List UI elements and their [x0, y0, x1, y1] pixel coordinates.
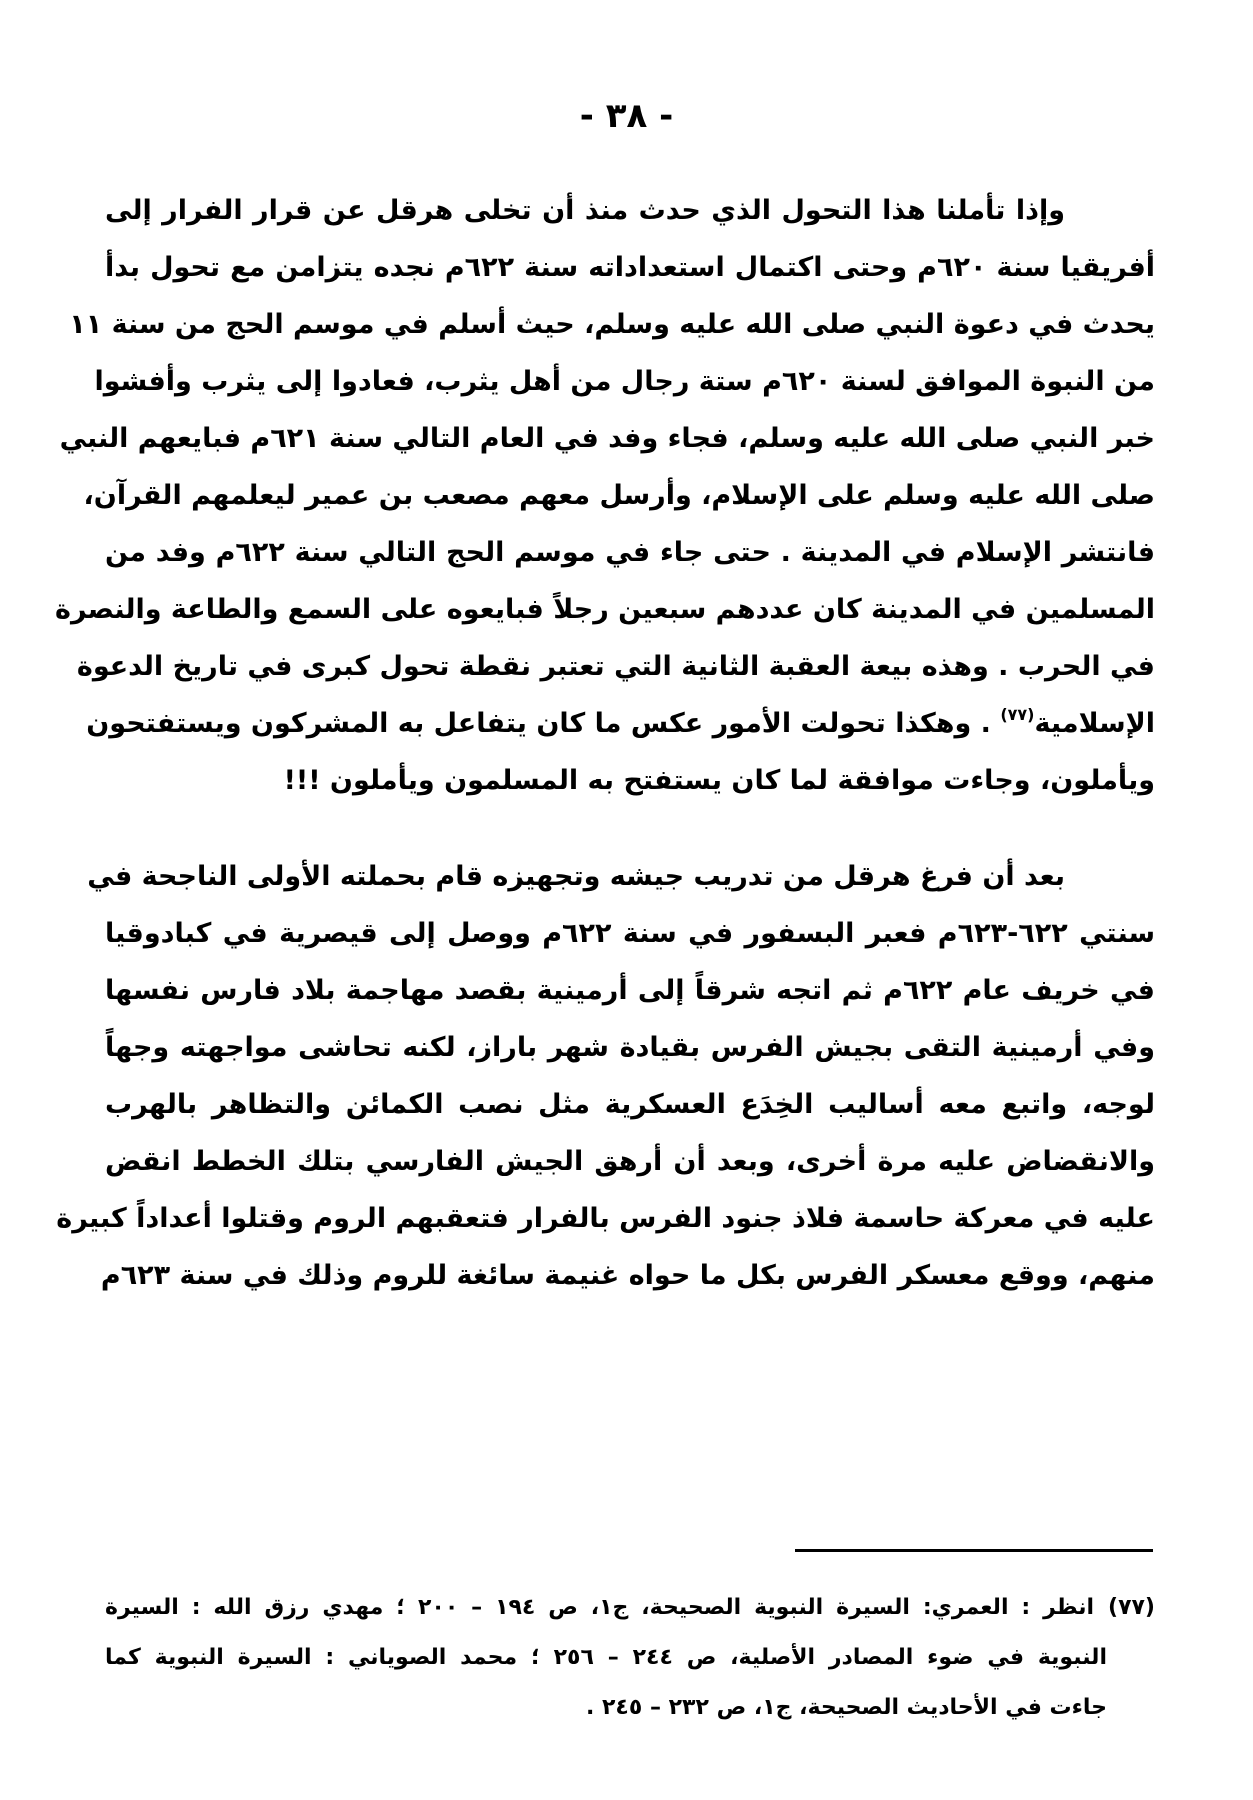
text-line: أفريقيا سنة ٦٢٠م وحتى اكتمال استعداداته سنة ٦٢٢م نجده يتزامن مع تحول بدأ: [105, 252, 1155, 283]
text-line: يحدث في دعوة النبي صلى الله عليه وسلم، حيث أسلم في موسم الحج من سنة ١١: [69, 309, 1155, 340]
text-line: خبر النبي صلى الله عليه وسلم، فجاء وفد في العام التالي سنة ٦٢١م فبايعهم النبي: [59, 423, 1155, 454]
page-number: - ٣٨ -: [579, 96, 674, 136]
text-line: المسلمين في المدينة كان عددهم سبعين رجلاً فبايعوه على السمع والطاعة والنصرة: [55, 594, 1155, 625]
body-text: [55, 182, 1156, 1304]
text-line: في خريف عام ٦٢٢م ثم اتجه شرقاً إلى أرمينية بقصد مهاجمة بلاد فارس نفسها: [105, 975, 1155, 1006]
text-line: في الحرب . وهذه بيعة العقبة الثانية التي تعتبر نقطة تحول كبرى في تاريخ الدعوة: [76, 651, 1155, 682]
text-segment: الإسلامية: [1034, 708, 1155, 739]
text-line-with-footnote: [86, 695, 1155, 752]
text-line: فانتشر الإسلام في المدينة . حتى جاء في موسم الحج التالي سنة ٦٢٢م وفد من: [105, 537, 1155, 568]
text-line: عليه في معركة حاسمة فلاذ جنود الفرس بالفرار فتعقبهم الروم وقتلوا أعداداً كبيرة: [56, 1203, 1155, 1234]
text-line: والانقضاض عليه مرة أخرى، وبعد أن أرهق الجيش الفارسي بتلك الخطط انقض: [105, 1146, 1155, 1177]
text-line: وفي أرمينية التقى بجيش الفرس بقيادة شهر باراز، لكنه تحاشى مواجهته وجهاً: [105, 1032, 1155, 1063]
footnote-text: انظر : العمري: السيرة النبوية الصحيحة، ج١، ص ١٩٤ – ٢٠٠ ؛ مهدي رزق الله : السيرة: [105, 1595, 1094, 1620]
text-line: وإذا تأملنا هذا التحول الذي حدث منذ أن تخلى هرقل عن قرار الفرار إلى: [105, 195, 1065, 226]
footnote-reference[interactable]: (٧٧): [1000, 705, 1035, 724]
text-segment: . وهكذا تحولت الأمور عكس ما كان يتفاعل به المشركون ويستفتحون: [86, 708, 1001, 739]
text-line: سنتي ٦٢٢-٦٢٣م فعبر البسفور في سنة ٦٢٢م ووصل إلى قيصرية في كبادوقيا: [105, 918, 1156, 949]
paragraph-spacer: [105, 809, 1155, 848]
paragraph-1: [55, 182, 1155, 809]
text-line: من النبوة الموافق لسنة ٦٢٠م ستة رجال من أهل يثرب، فعادوا إلى يثرب وأفشوا: [94, 366, 1155, 397]
text-line: بعد أن فرغ هرقل من تدريب جيشه وتجهيزه قام بحملته الأولى الناجحة في: [87, 861, 1065, 892]
text-line: منهم، ووقع معسكر الفرس بكل ما حواه غنيمة سائغة للروم وذلك في سنة ٦٢٣م: [100, 1260, 1155, 1291]
footnote-line: جاءت في الأحاديث الصحيحة، ج١، ص ٢٣٢ – ٢٤٥ .: [585, 1695, 1107, 1720]
text-line: ويأملون، وجاءت موافقة لما كان يستفتح به المسلمون ويأملون !!!: [283, 765, 1155, 796]
footnote-line: النبوية في ضوء المصادر الأصلية، ص ٢٤٤ – ٢٥٦ ؛ محمد الصوياني : السيرة النبوية كما: [105, 1645, 1107, 1670]
text-line: لوجه، واتبع معه أساليب الخِدَع العسكرية مثل نصب الكمائن والتظاهر بالهرب: [105, 1089, 1155, 1120]
footnote-line: [105, 1583, 1155, 1633]
paragraph-2: [56, 848, 1156, 1304]
footnote-number: (٧٧): [1108, 1595, 1155, 1620]
footnote-separator: [795, 1549, 1153, 1552]
text-line: صلى الله عليه وسلم على الإسلام، وأرسل معهم مصعب بن عمير ليعلمهم القرآن،: [83, 480, 1155, 511]
footnotes: [105, 1583, 1155, 1733]
